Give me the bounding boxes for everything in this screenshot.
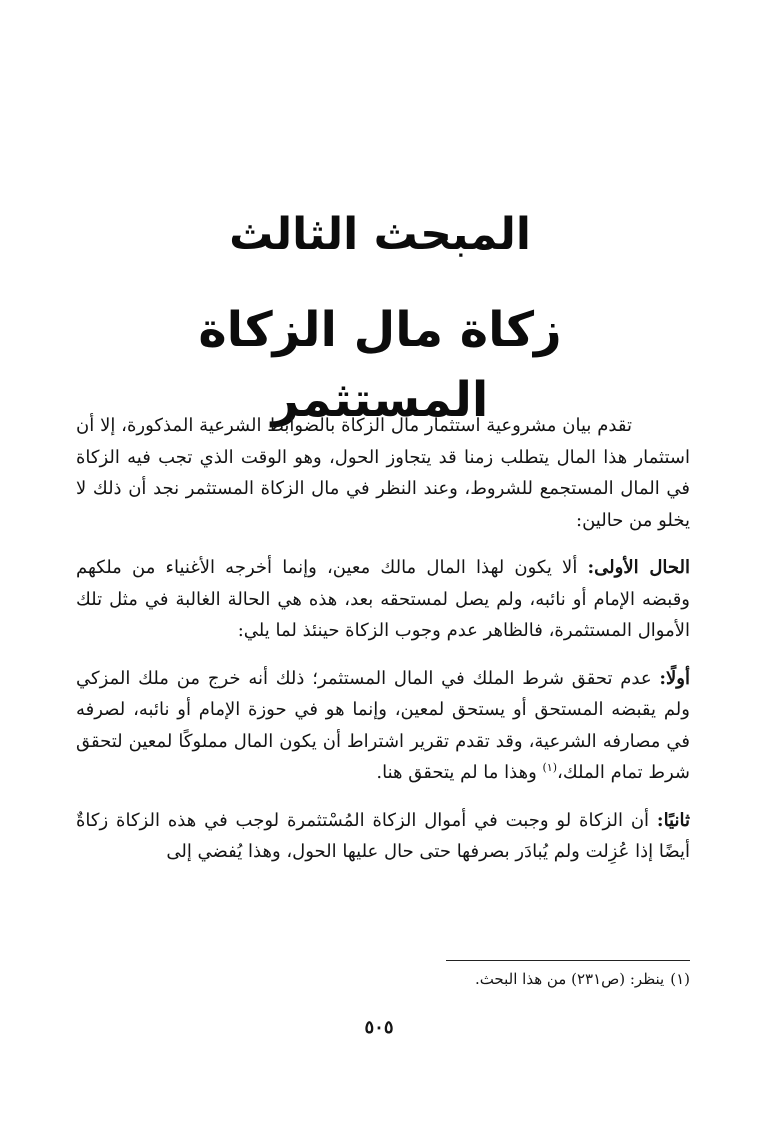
case-one-text: ألا يكون لهذا المال مالك معين، وإنما أخرجه الأغنياء من ملكهم وقبضه الإمام أو نائبه، ولم يصل لمستحقه بعد، هذه هي الحالة الغالبة في مثل تلك الأموال المستثمرة، فالظاهر عدم وجوب الزكاة حينئذ لما يلي: xyxy=(76,557,690,641)
first-point-text: عدم تحقق شرط الملك في المال المستثمر؛ ذلك أنه خرج من ملك المزكي ولم يقبضه المستحق أو يستحق لمعين، وإنما هو في حوزة الإمام أو نائبه، لصرفه في مصارفه الشرعية، وقد تقدم تقرير اشتراط أن يكون المال مملوكًا لمعين لتحقق شرط تمام الملك، xyxy=(76,667,690,783)
body-text xyxy=(76,410,690,884)
footnote-divider xyxy=(446,960,690,961)
footnote xyxy=(76,968,690,990)
section-title: زكاة مال الزكاة المستثمر xyxy=(198,302,562,428)
first-point-paragraph xyxy=(76,663,690,789)
second-point-paragraph xyxy=(76,805,690,868)
first-point-lead: أولًا: xyxy=(659,667,690,689)
case-one-paragraph xyxy=(76,552,690,647)
footnote-number: (١) xyxy=(670,970,690,988)
intro-paragraph: تقدم بيان مشروعية استثمار مال الزكاة بالضوابط الشرعية المذكورة، إلا أن استثمار هذا المال يتطلب زمنا قد يتجاوز الحول، وهو الوقت الذي تجب فيه الزكاة في المال المستجمع للشروط، وعند النظر في مال الزكاة المستثمر نجد أن ذلك لا يخلو من حالين: xyxy=(76,415,690,531)
first-point-text-after: وهذا ما لم يتحقق هنا. xyxy=(376,762,543,783)
section-label: المبحث الثالث xyxy=(229,209,531,260)
chapter-heading xyxy=(100,205,660,428)
footnote-reference[interactable]: (١) xyxy=(542,761,558,774)
case-one-lead: الحال الأولى: xyxy=(587,557,690,578)
second-point-lead: ثانيًا: xyxy=(656,809,690,831)
second-point-text: أن الزكاة لو وجبت في أموال الزكاة المُسْتثمرة لوجب في هذه الزكاة زكاةٌ أيضًا إذا عُزِلت ولم يُبادَر بصرفها حتى حال عليها الحول، وهذا يُفضي إلى xyxy=(76,809,690,862)
footnote-text: ينظر: (ص٢٣١) من هذا البحث. xyxy=(474,970,665,988)
page-number: ٥٠٥ xyxy=(364,1017,394,1038)
